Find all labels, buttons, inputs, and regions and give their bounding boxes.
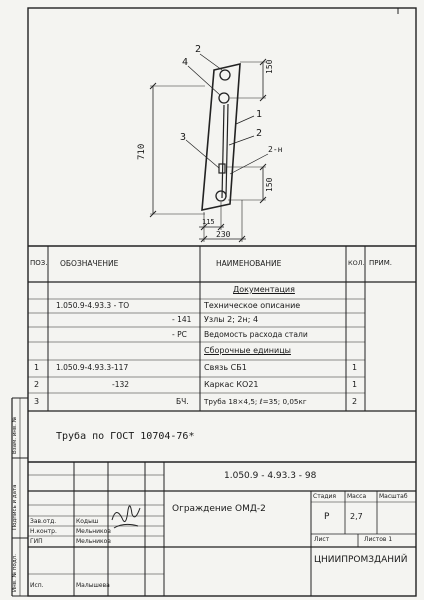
row-qty: 2 xyxy=(352,397,358,406)
side-replace-label: Взам. инв. № xyxy=(12,416,18,454)
role-name: Мельников xyxy=(76,528,111,535)
row-code: - 141 xyxy=(172,315,192,324)
row-name: Ведомость расхода стали xyxy=(204,330,308,339)
row-code: БЧ. xyxy=(176,397,189,406)
header-code: ОБОЗНАЧЕНИЕ xyxy=(60,259,119,268)
dim-710: 710 xyxy=(137,143,147,160)
dim-115: 115 xyxy=(202,218,215,226)
callout-3: 3 xyxy=(180,132,187,143)
dim-150-bottom: 150 xyxy=(265,177,274,192)
sheets-label: Листов 1 xyxy=(364,536,393,543)
row-name: Документация xyxy=(233,285,295,294)
row-qty: 1 xyxy=(352,363,358,372)
organization-name: ЦНИИПРОМЗДАНИЙ xyxy=(314,555,408,565)
row-code: - РС xyxy=(172,330,187,339)
role-label: Н.контр. xyxy=(30,528,57,535)
callout-1: 1 xyxy=(256,109,263,120)
dimension-ticks xyxy=(150,59,266,242)
header-name: НАИМЕНОВАНИЕ xyxy=(216,259,282,268)
role-label: ГИП xyxy=(30,538,43,545)
header-pos: ПОЗ. xyxy=(30,259,48,267)
role-label: Зав.отд. xyxy=(30,518,57,525)
doc-code: 1.050.9 - 4.93.3 - 98 xyxy=(224,471,317,481)
signature-mark xyxy=(112,506,140,528)
role-label: Исп. xyxy=(30,582,44,589)
row-name: Узлы 2; 2н; 4 xyxy=(204,315,259,324)
role-name: Мельников xyxy=(76,538,111,545)
header-note: ПРИМ. xyxy=(369,259,392,267)
row-code: -132 xyxy=(112,380,130,389)
stage-value: Р xyxy=(324,512,330,522)
mass-value: 2,7 xyxy=(350,512,363,521)
scale-label: Масштаб xyxy=(379,493,408,500)
row-name: Сборочные единицы xyxy=(204,346,291,355)
row-code: 1.050.9-4.93.3 - ТО xyxy=(56,301,130,310)
row-pos: 3 xyxy=(34,397,40,406)
stage-label: Стадия xyxy=(313,493,337,500)
header-qty: КОЛ. xyxy=(348,259,365,267)
row-name: Техническое описание xyxy=(204,301,301,310)
row-pos: 2 xyxy=(34,380,40,389)
callout-2n: 2-н xyxy=(268,145,283,154)
row-code: 1.050.9-4.93.3-117 xyxy=(56,363,129,372)
row-name: Труба 18×4,5; ℓ=35; 0,05кг xyxy=(204,397,307,406)
drawing-title: Ограждение ОМД-2 xyxy=(172,504,266,514)
row-pos: 1 xyxy=(34,363,40,372)
row-name: Каркас КО21 xyxy=(204,380,259,389)
callout-2-mid: 2 xyxy=(256,128,263,139)
dim-150-top: 150 xyxy=(265,59,274,74)
sheet-label: Лист xyxy=(314,536,330,543)
mass-label: Масса xyxy=(347,493,367,500)
role-name: Малышева xyxy=(76,582,110,589)
callout-4: 4 xyxy=(182,57,189,68)
role-name: Кодыш xyxy=(76,518,99,525)
side-inv-label: Инв. № подл. xyxy=(12,554,18,592)
callout-2-top: 2 xyxy=(195,44,202,55)
dim-230: 230 xyxy=(216,230,231,239)
side-sign-label: Подпись и дата xyxy=(12,484,18,530)
pipe-note: Труба по ГОСТ 10704-76* xyxy=(56,431,195,442)
row-name: Связь СБ1 xyxy=(204,363,247,372)
row-qty: 1 xyxy=(352,380,358,389)
frame-drawing xyxy=(150,54,268,242)
